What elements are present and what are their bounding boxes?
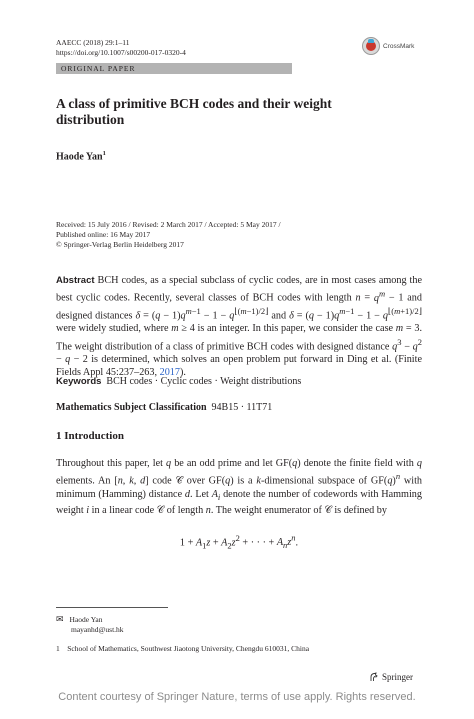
history-dates: Received: 15 July 2016 / Revised: 2 March 2017 / Accepted: 5 May 2017 /	[56, 220, 281, 229]
msc-label: Mathematics Subject Classification	[56, 402, 207, 413]
keywords-label: Keywords	[56, 376, 102, 387]
msc-text: 94B15 · 11T71	[211, 402, 273, 413]
affiliation	[56, 644, 422, 654]
crossmark-button[interactable]	[362, 35, 420, 57]
copyright-line: © Springer-Verlag Berlin Heidelberg 2017	[56, 240, 184, 249]
publisher-logo	[369, 672, 413, 682]
msc-classification	[56, 402, 422, 413]
footnote-divider	[56, 607, 168, 608]
reference-link[interactable]: 2017	[159, 367, 180, 379]
author-line	[56, 150, 106, 162]
affil-text: School of Mathematics, Southwest Jiaotong University, Chengdu 610031, China	[67, 644, 310, 653]
author-name: Haode Yan	[56, 151, 103, 163]
corresponding-author	[56, 614, 124, 635]
publisher-name: Springer	[382, 672, 413, 682]
keywords	[56, 376, 422, 387]
history-published: Published online: 16 May 2017	[56, 230, 151, 239]
abstract: Abstract BCH codes, as a special subclass of cyclic codes, are in most cases among the best cyclic codes. Recently, several classes of BCH codes with length $n = q^m - 1$ and designed distances $\delta = (q - 1)q^{m-1} - 1 - q^{⌊(m-1)/2⌋}$ and $\delta = (q - 1)q^{m-1} - 1 - q^{⌊(m+1)/2⌋}$ were widely studied, where m ≥ 4 is an integer. In this paper, we consider the case m = 3. The weight distribution of a class of primitive BCH codes with designed distance $q^3 - q^2 - q - 2$ is determined, which solves an open problem put forward in Ding et al. (Finite Fields Appl 45:237–263, 2017).	[56, 275, 423, 379]
weight-enumerator-formula: $1 + A_1z + A_2z^2$ + · · · + $A_nz^n$.	[179, 533, 299, 551]
springer-horse-icon	[369, 672, 379, 682]
abstract-label: Abstract	[56, 275, 95, 286]
section-heading: 1 Introduction	[56, 430, 124, 442]
keywords-text: BCH codes · Cyclic codes · Weight distributions	[106, 376, 302, 387]
affil-number: 1	[56, 644, 60, 653]
crossmark-icon	[362, 37, 380, 55]
paper-title: A class of primitive BCH codes and their weight distribution	[56, 96, 332, 127]
envelope-icon: ✉	[56, 614, 64, 624]
article-type-banner: ORIGINAL PAPER	[56, 63, 292, 74]
article-history	[56, 220, 386, 250]
corr-name: Haode Yan	[69, 615, 103, 624]
doi-link[interactable]: https://doi.org/10.1007/s00200-017-0320-4	[56, 48, 186, 57]
crossmark-label: CrossMark	[383, 42, 415, 50]
courtesy-notice: Content courtesy of Springer Nature, terms of use apply. Rights reserved.	[58, 691, 416, 703]
intro-paragraph: Throughout this paper, let q be an odd prime and let GF(q) denote the finite field with q elements. An [n, k, d] code 𝒞 over GF(q) is a k-dimensional subspace of $GF(q)^n$ with minimum (Hamming) distance d. Let $A_i$ denote the number of codewords with Hamming weight i in a linear code 𝒞 of length n. The weight enumerator of 𝒞 is defined by	[56, 458, 423, 517]
corr-email[interactable]: mayanhd@ust.hk	[71, 625, 124, 634]
journal-reference: AAECC (2018) 29:1–11	[56, 38, 130, 47]
author-affiliation-mark: 1	[102, 150, 106, 157]
